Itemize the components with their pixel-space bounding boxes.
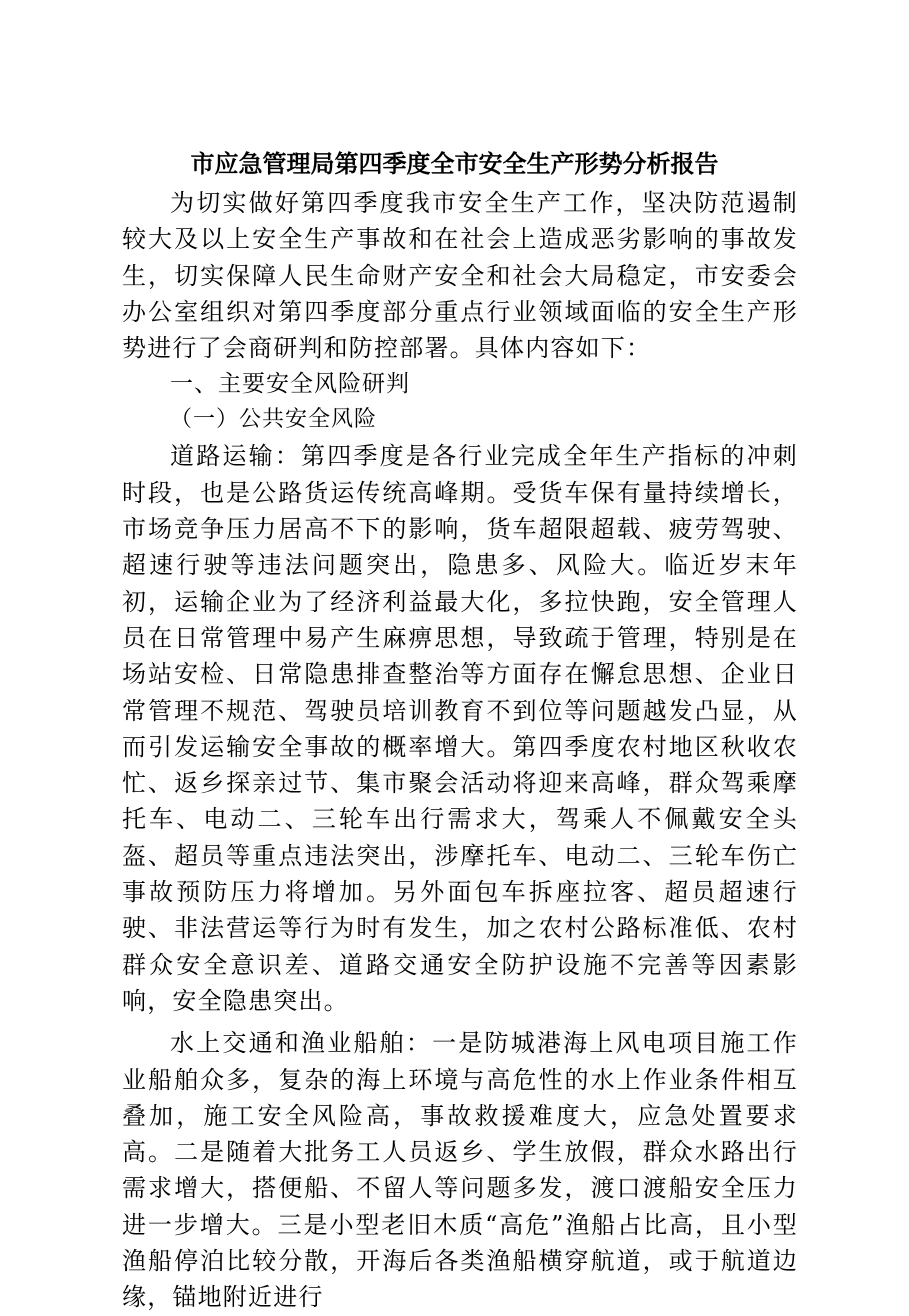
section-heading-1: 一、主要安全风险研判 — [170, 371, 410, 398]
water-transport-paragraph: 水上交通和渔业船舶：一是防城港海上风电项目施工作业船舶众多，复杂的海上环境与高危性的水上作业条件相互叠加，施工安全风险高，事故救援难度大，应急处置要求高。二是随着大批务工人员返乡、学生放假，群众水路出行需求增大，搭便船、不留人等问题多发，渡口渡船安全压力进一步增大。三是小型老旧木质“高危”渔船占比高，且小型渔船停泊比较分散，开海后各类渔船横穿航道，或于航道边缘，锚地附近进行 — [122, 1029, 798, 1312]
document-body — [122, 185, 798, 1316]
intro-paragraph: 为切实做好第四季度我市安全生产工作，坚决防范遏制较大及以上安全生产事故和在社会上造成恶劣影响的事故发生，切实保障人民生命财产安全和社会大局稳定，市安委会办公室组织对第四季度部分重点行业领域面临的安全生产形势进行了会商研判和防控部署。具体内容如下： — [122, 189, 798, 363]
document-title: 市应急管理局第四季度全市安全生产形势分析报告 — [190, 150, 719, 178]
road-transport-paragraph: 道路运输：第四季度是各行业完成全年生产指标的冲刺时段，也是公路货运传统高峰期。受货车保有量持续增长，市场竞争压力居高不下的影响，货车超限超载、疲劳驾驶、超速行驶等违法问题突出，隐患多、风险大。临近岁末年初，运输企业为了经济利益最大化，多拉快跑，安全管理人员在日常管理中易产生麻痹思想，导致疏于管理，特别是在场站安检、日常隐患排查整治等方面存在懈怠思想、企业日常管理不规范、驾驶员培训教育不到位等问题越发凸显，从而引发运输安全事故的概率增大。第四季度农村地区秋收农忙、返乡探亲过节、集市聚会活动将迎来高峰，群众驾乘摩托车、电动二、三轮车出行需求大，驾乘人不佩戴安全头盔、超员等重点违法突出，涉摩托车、电动二、三轮车伤亡事故预防压力将增加。另外面包车拆座拉客、超员超速行驶、非法营运等行为时有发生，加之农村公路标准低、农村群众安全意识差、道路交通安全防护设施不完善等因素影响，安全隐患突出。 — [122, 442, 798, 1015]
subsection-heading-1: （一）公共安全风险 — [170, 407, 378, 433]
